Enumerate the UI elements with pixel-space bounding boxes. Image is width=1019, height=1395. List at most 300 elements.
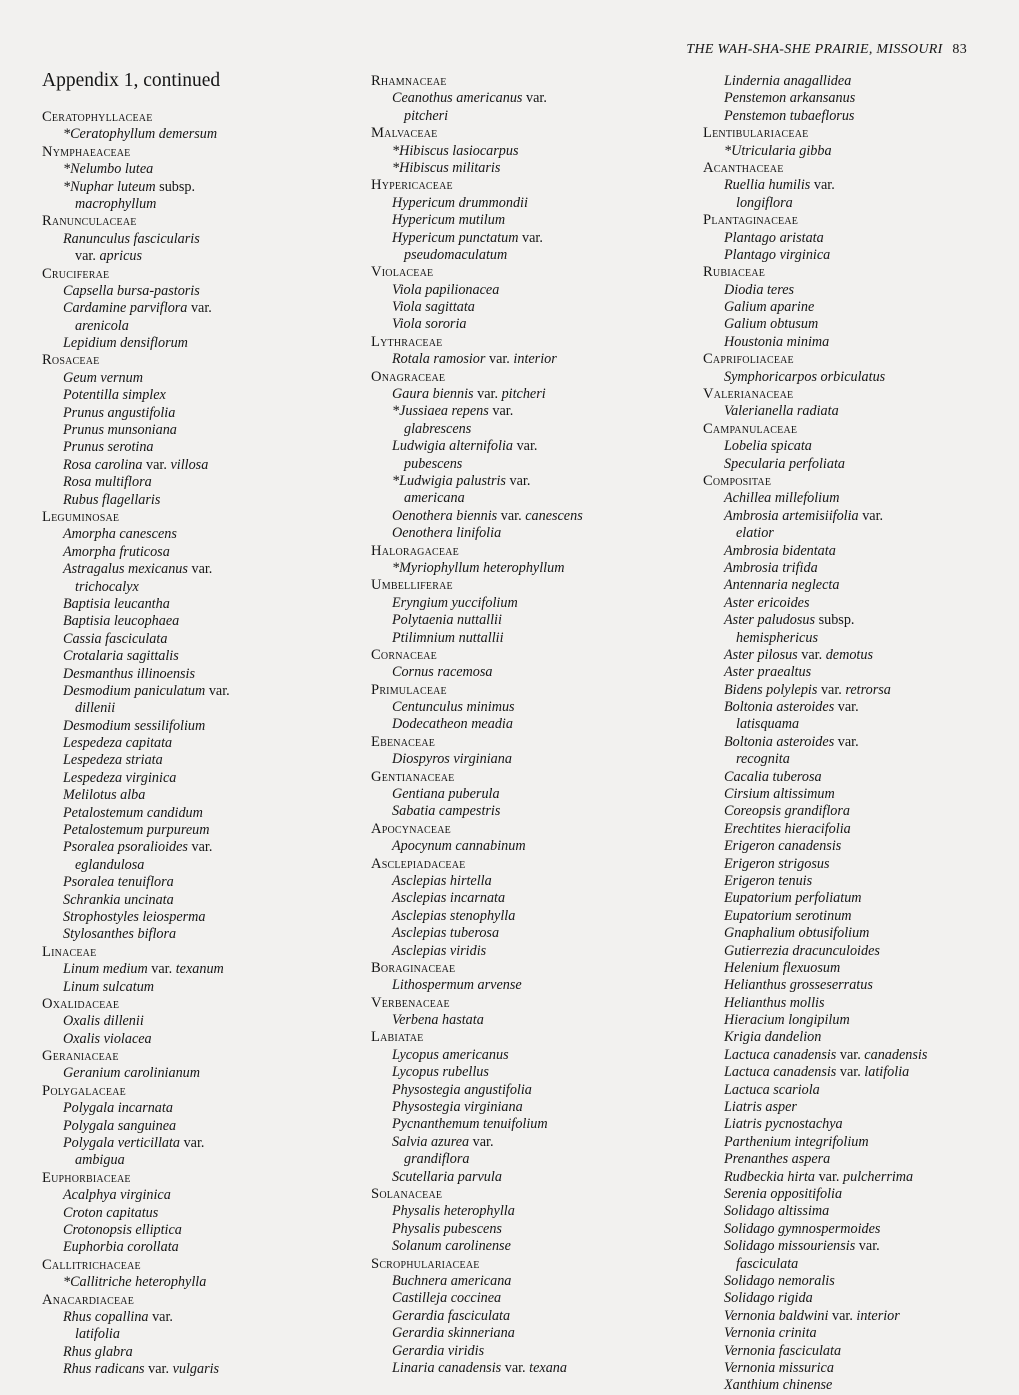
taxon-name: Polygala sanguinea	[63, 1117, 177, 1134]
species-name	[42, 1274, 362, 1291]
taxon-name: ambigua	[75, 1152, 125, 1169]
taxon-name: Ludwigia alternifolia	[392, 438, 514, 455]
species-name	[42, 770, 362, 787]
infraspecific-epithet: demotus	[825, 646, 873, 663]
species-name-continued	[42, 857, 362, 874]
taxon-name: Diodia teres	[724, 281, 795, 298]
taxon-name: Croton capitatus	[63, 1204, 159, 1221]
taxon-name: Eupatorium perfoliatum	[724, 890, 862, 907]
taxon-name: Prunus munsoniana	[63, 422, 177, 439]
taxon-name: Psoralea psoralioides	[63, 839, 188, 856]
taxon-name: eglandulosa	[75, 856, 145, 873]
appendix-title: Appendix 1, continued	[42, 70, 221, 91]
taxon-name: Parthenium integrifolium	[724, 1133, 869, 1150]
species-name	[371, 838, 711, 855]
taxon-name: Plantago aristata	[724, 229, 824, 246]
species-name	[371, 508, 711, 525]
species-name	[371, 630, 711, 647]
rank-label: var.	[146, 456, 167, 473]
taxon-name: Rhus radicans	[63, 1361, 145, 1378]
family-heading: Rosaceae	[42, 352, 100, 369]
species-name-continued	[42, 1326, 362, 1343]
taxon-name: Rubus flagellaris	[63, 491, 161, 508]
taxon-name: Physalis heterophylla	[392, 1203, 515, 1220]
species-name	[371, 873, 711, 890]
species-name	[703, 438, 1003, 455]
taxon-name: Helenium flexuosum	[724, 959, 841, 976]
species-name	[42, 683, 362, 700]
taxon-name: *Hibiscus militaris	[392, 159, 501, 176]
taxon-name: Cornus racemosa	[392, 664, 493, 681]
taxon-name: Penstemon arkansanus	[724, 90, 856, 107]
species-name	[703, 108, 1003, 125]
species-name-continued	[42, 248, 362, 265]
species-name	[371, 212, 711, 229]
family-heading: Plantaginaceae	[703, 212, 799, 229]
taxon-name: Physalis pubescens	[392, 1220, 502, 1237]
species-name	[371, 612, 711, 629]
species-name-continued	[42, 579, 362, 596]
species-name	[703, 1012, 1003, 1029]
taxon-name: grandiflora	[404, 1151, 470, 1168]
species-name	[703, 1238, 1003, 1255]
species-name	[371, 1012, 711, 1029]
taxon-name: Diospyros virginiana	[392, 751, 512, 768]
taxon-name: Lespedeza virginica	[63, 769, 177, 786]
taxon-name: Galium aparine	[724, 299, 815, 316]
taxon-name: pseudomaculatum	[404, 246, 508, 263]
species-name	[42, 161, 362, 178]
species-name	[42, 926, 362, 943]
taxon-name: Lobelia spicata	[724, 438, 812, 455]
species-name-continued	[371, 247, 711, 264]
taxon-name: Potentilla simplex	[63, 387, 166, 404]
family-heading: Solanaceae	[371, 1186, 443, 1202]
species-name	[42, 1187, 362, 1204]
species-name	[42, 648, 362, 665]
taxon-name: Ceanothus americanus	[392, 90, 523, 107]
family-heading: Geraniaceae	[42, 1048, 119, 1065]
rank-label: var.	[509, 472, 531, 489]
taxon-name: Achillea millefolium	[724, 490, 840, 507]
rank-label: var.	[500, 507, 522, 524]
species-name	[703, 734, 1003, 751]
species-name	[371, 1099, 711, 1116]
rank-label: var.	[820, 681, 842, 698]
taxon-name: Centunculus minimus	[392, 699, 515, 716]
family-heading: Euphorbiaceae	[42, 1169, 131, 1186]
rank-label: var.	[837, 733, 859, 750]
species-name	[703, 1116, 1003, 1133]
taxon-name: Gerardia skinneriana	[392, 1325, 515, 1342]
taxon-name: Aster pilosus	[724, 646, 798, 663]
taxon-name: Prenanthes aspera	[724, 1151, 831, 1168]
species-name	[371, 786, 711, 803]
taxon-name: *Nelumbo lutea	[63, 161, 154, 178]
species-name	[42, 1065, 362, 1082]
species-name	[703, 682, 1003, 699]
taxon-name: Acalphya virginica	[63, 1187, 171, 1204]
family-heading: Cruciferae	[42, 265, 110, 282]
taxon-name: Lindernia anagallidea	[724, 73, 852, 89]
taxon-name: Pycnanthemum tenuifolium	[392, 1116, 548, 1133]
species-name	[703, 1099, 1003, 1116]
rank-label: var.	[522, 229, 543, 246]
taxon-name: Penstemon tubaeflorus	[724, 107, 855, 124]
rank-label: var.	[837, 699, 859, 716]
family-heading: Polygalaceae	[42, 1082, 126, 1099]
taxon-name: Xanthium chinense	[724, 1377, 833, 1394]
taxon-name: Buchnera americana	[392, 1272, 512, 1289]
species-name	[703, 560, 1003, 577]
taxon-name: Rosa carolina	[63, 456, 143, 473]
taxon-name: Gutierrezia dracunculoides	[724, 942, 880, 959]
taxon-name: Vernonia baldwini	[724, 1307, 829, 1324]
species-name	[703, 456, 1003, 473]
taxon-name: Polytaenia nuttallii	[392, 612, 502, 629]
species-name	[42, 1205, 362, 1222]
family-heading: Hypericaceae	[371, 177, 453, 194]
species-name	[703, 230, 1003, 247]
taxon-name: Aster paludosus	[724, 612, 816, 629]
taxon-name: Vernonia fasciculata	[724, 1342, 842, 1359]
species-name-continued	[703, 1256, 1003, 1273]
family-heading: Ebenaceae	[371, 733, 436, 750]
taxon-name: Gaura biennis	[392, 386, 474, 403]
taxon-name: Solidago gymnospermoides	[724, 1220, 881, 1237]
taxon-name: latisquama	[736, 716, 800, 733]
species-name	[42, 1361, 362, 1378]
infraspecific-epithet: villosa	[170, 456, 209, 473]
taxon-name: Hypericum punctatum	[392, 229, 519, 246]
family-heading: Oxalidaceae	[42, 995, 120, 1012]
family-heading: Acanthaceae	[703, 159, 784, 176]
family-heading: Labiatae	[371, 1029, 424, 1046]
species-name	[703, 1151, 1003, 1168]
family-heading: Nymphaeaceae	[42, 143, 131, 160]
species-name	[371, 525, 711, 542]
rank-label: var.	[516, 438, 538, 455]
species-name	[703, 403, 1003, 420]
infraspecific-epithet: pulcherrima	[843, 1168, 914, 1185]
species-name	[371, 1343, 711, 1360]
species-name	[42, 300, 362, 317]
species-name	[703, 1325, 1003, 1342]
species-name	[371, 1134, 711, 1151]
species-name	[42, 735, 362, 752]
taxon-name: Verbena hastata	[392, 1012, 484, 1029]
taxon-name: Vernonia missurica	[724, 1359, 834, 1376]
species-name	[371, 299, 711, 316]
species-name	[42, 283, 362, 300]
species-name	[371, 1169, 711, 1186]
family-heading: Malvaceae	[371, 125, 438, 142]
taxon-name: Oxalis violacea	[63, 1030, 152, 1047]
taxon-name: Lespedeza capitata	[63, 735, 173, 752]
taxon-name: Ruellia humilis	[724, 177, 811, 194]
species-name	[703, 890, 1003, 907]
taxon-name: Apocynum cannabinum	[392, 838, 526, 855]
species-name-continued	[371, 490, 711, 507]
infraspecific-epithet: vulgaris	[172, 1361, 220, 1378]
species-name	[703, 664, 1003, 681]
species-name	[42, 1135, 362, 1152]
taxon-name: Linum medium	[63, 961, 148, 978]
species-name	[371, 595, 711, 612]
family-heading: Caprifoliaceae	[703, 351, 794, 368]
taxon-name: elatior	[736, 525, 774, 542]
species-name	[42, 666, 362, 683]
taxon-name: Crotonopsis elliptica	[63, 1222, 182, 1238]
rank-label: subsp.	[818, 612, 855, 629]
taxon-name: Ambrosia bidentata	[724, 542, 836, 559]
species-name	[42, 1100, 362, 1117]
family-heading: Haloragaceae	[371, 542, 459, 559]
taxon-name: Gerardia viridis	[392, 1342, 485, 1359]
taxon-name: Polygala verticillata	[63, 1135, 181, 1152]
taxon-name: Aster ericoides	[724, 594, 810, 611]
taxon-name: Rotala ramosior	[392, 351, 486, 368]
species-name-continued	[703, 525, 1003, 542]
taxon-name: Aster praealtus	[724, 664, 812, 681]
species-name	[703, 1134, 1003, 1151]
infraspecific-epithet: canescens	[525, 507, 583, 524]
taxon-name: Desmanthus illinoensis	[63, 665, 196, 682]
rank-label: var.	[190, 300, 212, 317]
species-name	[42, 335, 362, 352]
taxon-name: Asclepias viridis	[392, 942, 487, 959]
species-name	[42, 787, 362, 804]
taxon-name: Gentiana puberula	[392, 786, 500, 803]
taxon-name: Lespedeza striata	[63, 752, 163, 769]
species-name	[703, 612, 1003, 629]
species-name	[371, 1290, 711, 1307]
infraspecific-epithet: canadensis	[864, 1046, 928, 1063]
taxon-name: Ambrosia artemisiifolia	[724, 507, 859, 524]
taxon-name: Euphorbia corollata	[63, 1239, 179, 1256]
family-heading: Primulaceae	[371, 681, 447, 698]
species-name	[371, 403, 711, 420]
species-name-continued	[42, 700, 362, 717]
taxon-name: apricus	[99, 248, 142, 265]
taxon-name: Stylosanthes biflora	[63, 926, 177, 943]
taxon-name: *Myriophyllum heterophyllum	[392, 559, 565, 576]
taxon-name: Rhus glabra	[63, 1343, 133, 1360]
taxon-name: Schrankia uncinata	[63, 891, 174, 908]
taxon-name: Psoralea tenuiflora	[63, 874, 174, 891]
family-heading: Valerianaceae	[703, 386, 794, 403]
rank-label: var.	[492, 403, 514, 420]
taxon-name: Erigeron strigosus	[724, 855, 830, 872]
species-name	[371, 1308, 711, 1325]
species-name	[371, 386, 711, 403]
species-name	[371, 282, 711, 299]
taxon-name: dillenii	[75, 700, 116, 717]
taxon-name: Gnaphalium obtusifolium	[724, 925, 870, 942]
taxon-name: latifolia	[75, 1326, 120, 1343]
species-name	[371, 1203, 711, 1220]
taxon-name: *Ceratophyllum demersum	[63, 126, 218, 143]
species-name-continued	[42, 1152, 362, 1169]
taxon-name: Erigeron canadensis	[724, 838, 842, 855]
species-name-continued	[703, 751, 1003, 768]
infraspecific-epithet: texana	[529, 1359, 567, 1376]
family-heading: Callitrichaceae	[42, 1256, 141, 1273]
species-name	[371, 1221, 711, 1238]
species-name	[703, 647, 1003, 664]
taxon-name: Liatris pycnostachya	[724, 1116, 843, 1133]
species-name	[703, 543, 1003, 560]
species-name	[371, 195, 711, 212]
species-name	[703, 1047, 1003, 1064]
taxon-name: hemisphericus	[736, 629, 818, 646]
taxon-name: Viola sororia	[392, 316, 467, 333]
taxon-name: Crotalaria sagittalis	[63, 648, 179, 665]
rank-label: var.	[488, 351, 510, 368]
taxon-name: Ranunculus fascicularis	[63, 230, 200, 247]
taxon-name: Astragalus mexicanus	[63, 561, 188, 578]
taxon-name: *Hibiscus lasiocarpus	[392, 142, 519, 159]
species-name	[371, 1116, 711, 1133]
species-name	[42, 874, 362, 891]
taxon-name: Desmodium paniculatum	[63, 682, 206, 699]
taxon-name: Coreopsis grandiflora	[724, 803, 850, 820]
species-name	[42, 405, 362, 422]
infraspecific-epithet: interior	[513, 351, 557, 368]
taxon-name: Cardamine parviflora	[63, 300, 188, 317]
species-name	[42, 909, 362, 926]
species-name	[371, 316, 711, 333]
taxon-name: Asclepias stenophylla	[392, 907, 516, 924]
rank-label: var.	[148, 1361, 170, 1378]
taxon-name: Galium obtusum	[724, 316, 819, 333]
rank-label: var.	[191, 839, 213, 856]
species-name	[42, 892, 362, 909]
species-name	[42, 544, 362, 561]
species-name	[42, 1222, 362, 1239]
species-name	[371, 925, 711, 942]
taxon-name: Scutellaria parvula	[392, 1168, 502, 1185]
species-name	[42, 822, 362, 839]
taxon-name: glabrescens	[404, 420, 472, 437]
taxon-name: Liatris asper	[724, 1099, 797, 1116]
taxon-name: Linum sulcatum	[63, 978, 155, 995]
taxon-name: Lepidium densiflorum	[63, 335, 188, 352]
species-name	[703, 1169, 1003, 1186]
species-name	[703, 1203, 1003, 1220]
taxon-name: Serenia oppositifolia	[724, 1186, 843, 1202]
taxon-name: Sabatia campestris	[392, 803, 501, 820]
family-heading: Apocynaceae	[371, 820, 451, 837]
species-name-continued	[703, 630, 1003, 647]
taxon-name: americana	[404, 490, 465, 507]
species-name	[371, 90, 711, 107]
rank-label: var.	[151, 961, 173, 978]
species-name-continued	[371, 421, 711, 438]
species-name	[371, 890, 711, 907]
species-name	[703, 490, 1003, 507]
infraspecific-epithet: texanum	[175, 961, 224, 978]
taxon-name: *Ludwigia palustris	[392, 472, 506, 489]
species-name	[371, 1273, 711, 1290]
taxon-name: Lycopus americanus	[392, 1046, 509, 1063]
species-name	[371, 473, 711, 490]
taxon-name: Houstonia minima	[724, 333, 830, 350]
species-name	[42, 1118, 362, 1135]
taxon-name: Geum vernum	[63, 369, 143, 386]
species-name	[371, 1064, 711, 1081]
rank-label: var.	[831, 1307, 853, 1324]
taxon-name: Cacalia tuberosa	[724, 768, 822, 785]
rank-label: var.	[477, 386, 499, 403]
family-heading: Rubiaceae	[703, 264, 766, 281]
rank-label: subsp.	[159, 178, 196, 195]
species-name	[703, 943, 1003, 960]
species-name	[371, 160, 711, 177]
species-name	[42, 561, 362, 578]
taxon-name: Petalostemum candidum	[63, 804, 203, 821]
taxon-name: Solidago altissima	[724, 1203, 830, 1220]
species-name-continued	[371, 108, 711, 125]
family-heading: Umbelliferae	[371, 577, 453, 594]
species-name	[42, 422, 362, 439]
taxon-name: Physostegia virginiana	[392, 1099, 523, 1116]
species-name	[42, 492, 362, 509]
species-name	[371, 943, 711, 960]
taxon-name: fasciculata	[736, 1255, 799, 1272]
taxon-name: Prunus serotina	[63, 439, 154, 456]
family-heading: Boraginaceae	[371, 959, 456, 976]
taxon-name: Oenothera biennis	[392, 507, 498, 524]
species-name	[42, 474, 362, 491]
taxon-name: Dodecatheon meadia	[392, 716, 513, 733]
species-name	[703, 856, 1003, 873]
species-name	[703, 334, 1003, 351]
rank-label: var.	[183, 1135, 205, 1152]
species-name	[42, 526, 362, 543]
taxon-name: Prunus angustifolia	[63, 404, 176, 421]
species-name	[371, 560, 711, 577]
species-name-continued	[703, 195, 1003, 212]
taxon-name: Ambrosia trifida	[724, 559, 818, 576]
rank-label: var.	[152, 1308, 173, 1325]
species-name	[703, 873, 1003, 890]
taxon-name: Symphoricarpos orbiculatus	[724, 368, 886, 385]
taxon-name: Valerianella radiata	[724, 403, 839, 420]
species-name	[703, 595, 1003, 612]
species-column-3	[703, 73, 1003, 1395]
taxon-name: Erechtites hieracifolia	[724, 820, 851, 837]
family-heading: Violaceae	[371, 264, 434, 281]
species-name	[42, 1239, 362, 1256]
species-name	[42, 457, 362, 474]
family-heading: Onagraceae	[371, 368, 446, 385]
species-name	[703, 699, 1003, 716]
species-name	[703, 1186, 1003, 1203]
running-header	[686, 42, 967, 58]
taxon-name: Oenothera linifolia	[392, 525, 502, 542]
taxon-name: Solidago rigida	[724, 1290, 813, 1307]
species-name	[703, 247, 1003, 264]
taxon-name: Vernonia crinita	[724, 1325, 817, 1342]
species-name	[371, 699, 711, 716]
taxon-name: Rhus copallina	[63, 1308, 149, 1325]
taxon-name: Baptisia leucantha	[63, 595, 170, 612]
species-name	[703, 1290, 1003, 1307]
species-name	[703, 769, 1003, 786]
taxon-name: Cassia fasciculata	[63, 630, 168, 647]
taxon-name: Hypericum mutilum	[392, 212, 506, 229]
